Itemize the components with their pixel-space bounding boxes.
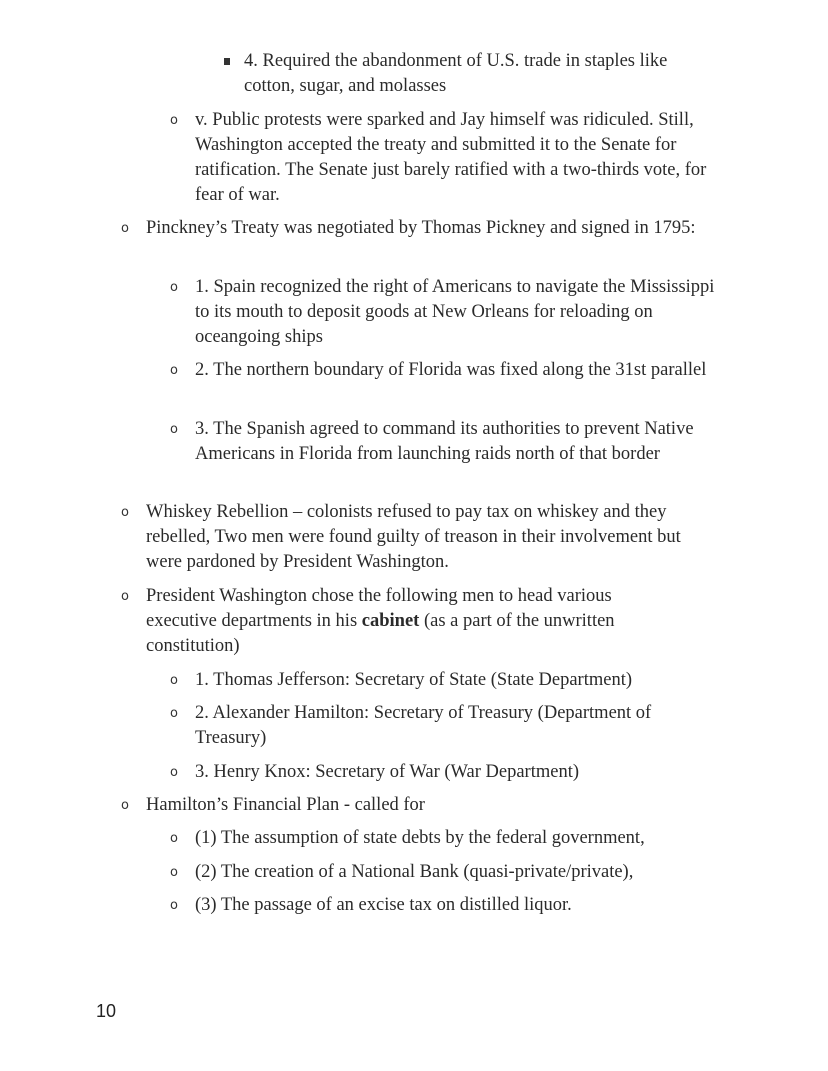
list-item [222,49,722,99]
list-item-text: (3) The passage of an excise tax on distilled liquor. [195,895,572,915]
circle-bullet-icon: o [170,831,178,846]
circle-bullet-icon: o [170,898,178,913]
circle-bullet-icon: o [170,422,178,437]
list-item-text: (1) The assumption of state debts by the federal government, [195,828,645,848]
circle-bullet-icon: o [170,706,178,721]
circle-bullet-icon: o [121,589,129,604]
list-item [170,358,730,383]
list-item [170,760,730,785]
list-item-text: 2. The northern boundary of Florida was fixed along the 31st parallel [195,360,707,380]
list-item [121,216,721,241]
list-item-text: Pinckney’s Treaty was negotiated by Thomas Pickney and signed in 1795: [146,218,696,238]
square-bullet-icon [222,49,244,74]
circle-bullet-icon: o [121,798,129,813]
page-number: 10 [96,1001,117,1021]
list-item-text: Hamilton’s Financial Plan - called for [146,795,425,815]
list-item [121,793,721,818]
list-item-text: (2) The creation of a National Bank (quasi-private/private), [195,862,634,882]
list-item-text: 1. Thomas Jefferson: Secretary of State (State Department) [195,670,633,690]
list-item-text: President Washington chose the following men to head various executive departments in his cabinet (as a part of the unwritten constitution) [146,586,615,656]
list-item [170,275,720,350]
cabinet-term: cabinet [361,611,420,631]
list-item [170,893,730,918]
list-item-text: 3. The Spanish agreed to command its authorities to prevent Native Americans in Florida from launching raids north of that border [195,419,694,464]
list-item-text: 2. Alexander Hamilton: Secretary of Treasury (Department of Treasury) [195,703,652,748]
list-item [170,701,715,751]
list-item-text: 4. Required the abandonment of U.S. trade in staples like cotton, sugar, and molasses [244,51,668,96]
list-item [170,108,730,208]
circle-bullet-icon: o [170,765,178,780]
circle-bullet-icon: o [170,865,178,880]
circle-bullet-icon: o [170,113,178,128]
circle-bullet-icon: o [170,280,178,295]
list-item [170,417,730,467]
circle-bullet-icon: o [170,673,178,688]
list-item [121,584,681,659]
list-item [121,500,721,575]
list-item-text: Whiskey Rebellion – colonists refused to pay tax on whiskey and they rebelled, Two men were found guilty of treason in their involvement but were pardoned by President Washington. [146,502,681,572]
list-item [170,668,730,693]
circle-bullet-icon: o [170,363,178,378]
list-item [170,860,730,885]
circle-bullet-icon: o [121,221,129,236]
list-item-text: v. Public protests were sparked and Jay himself was ridiculed. Still, Washington accepted the treaty and submitted it to the Senate for ratification. The Senate just barely ratified with a two-thirds vote, for fear of war. [195,110,707,205]
circle-bullet-icon: o [121,505,129,520]
list-item-text: 1. Spain recognized the right of Americans to navigate the Mississippi to its mouth to deposit goods at New Orleans for reloading on oceangoing ships [195,277,715,347]
list-item [170,826,730,851]
list-item-text: 3. Henry Knox: Secretary of War (War Department) [195,762,580,782]
